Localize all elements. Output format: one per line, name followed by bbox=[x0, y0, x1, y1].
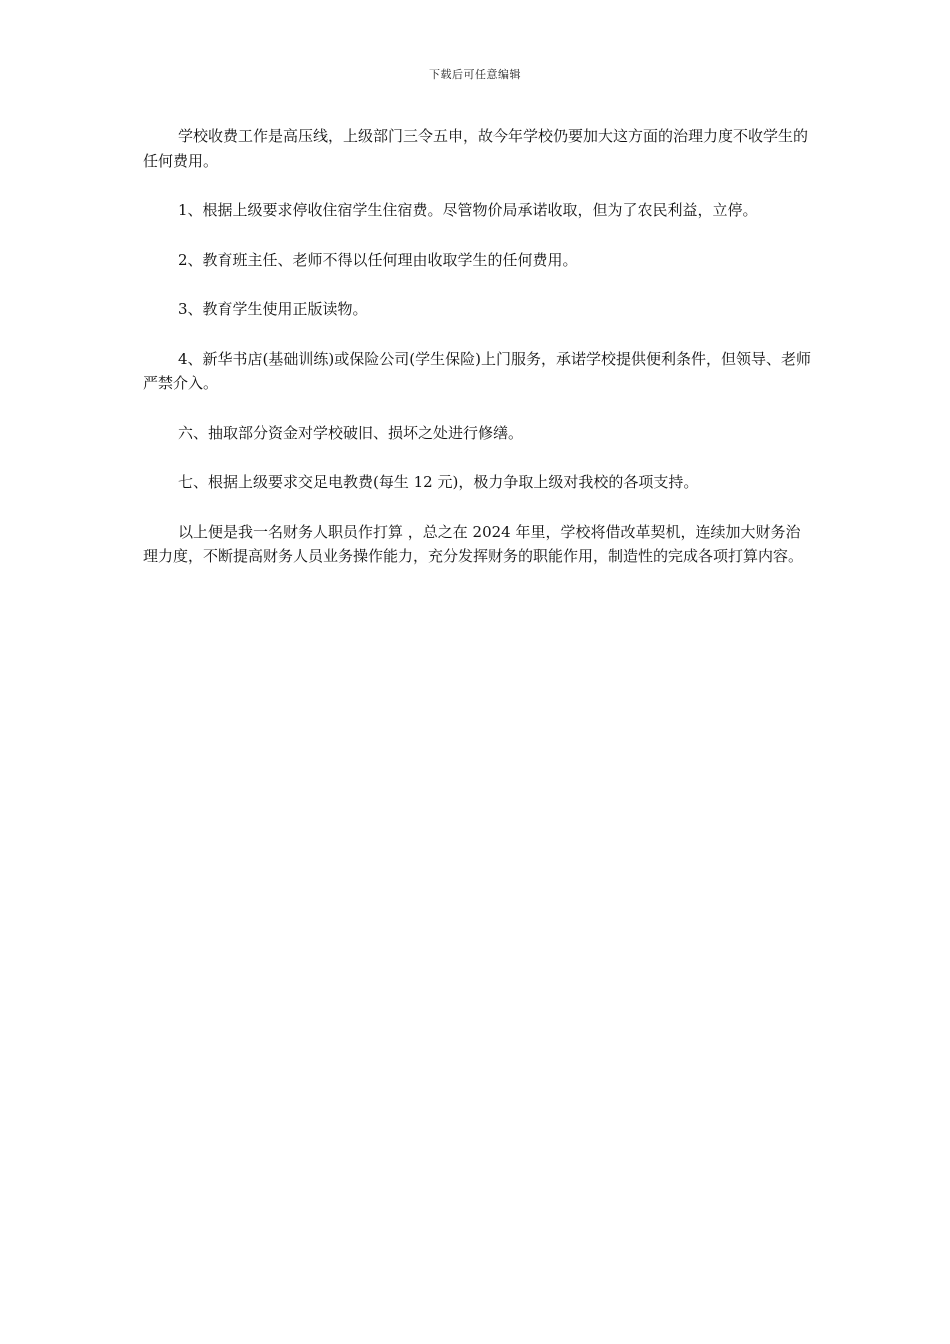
document-body bbox=[143, 124, 815, 594]
paragraph-conclusion: 以上便是我一名财务人职员作打算 ，总之在 2024 年里，学校将借改革契机，连续加大财务治理力度，不断提高财务人员业务操作能力，充分发挥财务的职能作用，制造性的完成各项打算内容。 bbox=[143, 522, 804, 565]
page-header: 下载后可任意编辑 bbox=[429, 68, 521, 81]
paragraph-item-4: 4、新华书店(基础训练)或保险公司(学生保险)上门服务，承诺学校提供便利条件，但领导、老师严禁介入。 bbox=[143, 349, 811, 392]
paragraph-item-1: 1、根据上级要求停收住宿学生住宿费。尽管物价局承诺收取，但为了农民利益，立停。 bbox=[178, 201, 758, 219]
paragraph-item-3: 3、教育学生使用正版读物。 bbox=[178, 300, 368, 318]
paragraph-intro: 学校收费工作是高压线，上级部门三令五申，故今年学校仍要加大这方面的治理力度不收学生的任何费用。 bbox=[143, 127, 809, 170]
paragraph-item-2: 2、教育班主任、老师不得以任何理由收取学生的任何费用。 bbox=[178, 250, 578, 269]
paragraph-item-7: 七、根据上级要求交足电教费(每生 12 元)，极力争取上级对我校的各项支持。 bbox=[178, 473, 699, 491]
paragraph-item-6: 六、抽取部分资金对学校破旧、损坏之处进行修缮。 bbox=[178, 423, 524, 442]
